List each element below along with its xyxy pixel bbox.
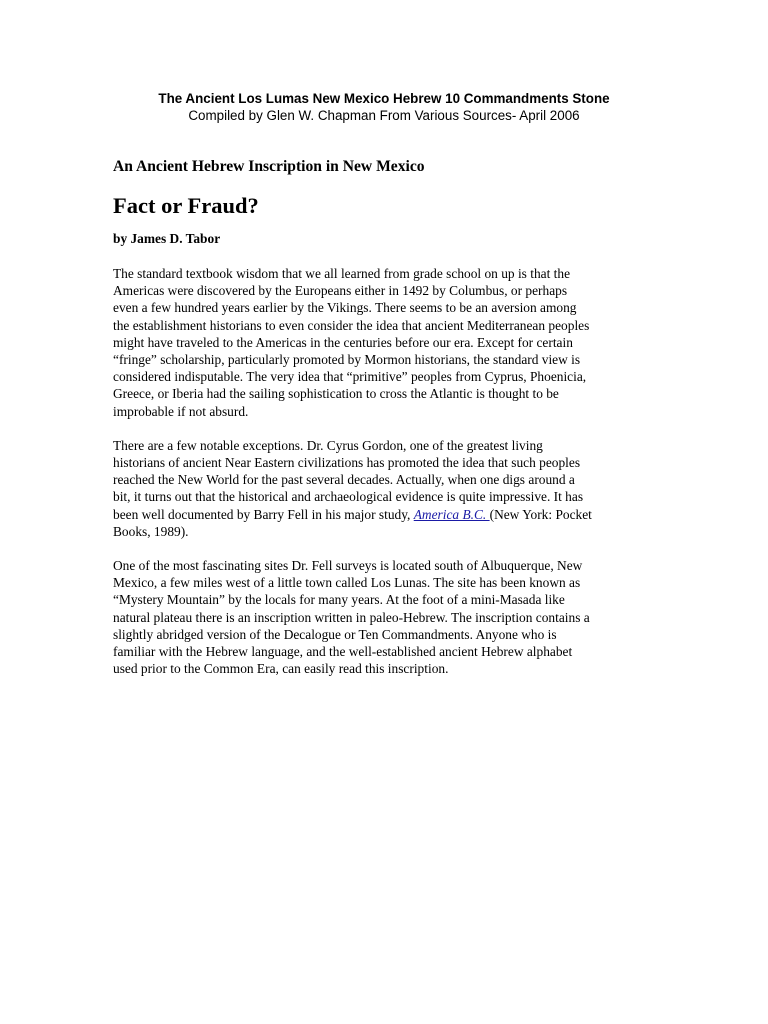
article-subtitle: An Ancient Hebrew Inscription in New Mexico xyxy=(113,158,425,175)
document-header xyxy=(0,90,768,124)
article-body xyxy=(113,156,658,677)
article-title: Fact or Fraud? xyxy=(113,193,259,218)
paragraph-2-text-after-link: (New York: Pocket Books, 1989). xyxy=(113,506,592,539)
paragraph-2-text-before-link: There are a few notable exceptions. Dr. Cyrus Gordon, one of the greatest living historians of ancient Near Eastern civilizations has promoted the idea that such peoples reached the New World for the past several decades. Actually, when one digs around a bit, it turns out that the historical and archaeological evidence is quite impressive. It has been well documented by Barry Fell in his major study, xyxy=(113,437,584,522)
document-title: The Ancient Los Lumas New Mexico Hebrew 10 Commandments Stone xyxy=(158,91,610,106)
paragraph-1: The standard textbook wisdom that we all learned from grade school on up is that the Americas were discovered by the Europeans either in 1492 by Columbus, or perhaps even a few hundred years earlier by the Vikings. There seems to be an aversion among the establishment historians to even consider the idea that ancient Mediterranean peoples might have traveled to the Americas in the centuries before our era. Except for certain “fringe” scholarship, particularly promoted by Mormon historians, the standard view is considered indisputable. The very idea that “primitive” peoples from Cyprus, Phoenicia, Greece, or Iberia had the sailing sophistication to cross the Atlantic is thought to be improbable if not absurd. xyxy=(113,266,590,419)
document-compiler-line: Compiled by Glen W. Chapman From Various Sources- April 2006 xyxy=(188,108,580,123)
america-bc-link[interactable]: America B.C. xyxy=(413,506,490,522)
article-byline: by James D. Tabor xyxy=(113,231,221,246)
paragraph-2 xyxy=(113,437,658,540)
paragraph-3: One of the most fascinating sites Dr. Fell surveys is located south of Albuquerque, New Mexico, a few miles west of a little town called Los Lunas. The site has been known as “Mystery Mountain” by the locals for many years. At the foot of a mini-Masada like natural plateau there is an inscription written in paleo-Hebrew. The inscription contains a slightly abridged version of the Decalogue or Ten Commandments. Anyone who is familiar with the Hebrew language, and the well-established ancient Hebrew alphabet used prior to the Common Era, can easily read this inscription. xyxy=(113,558,590,677)
